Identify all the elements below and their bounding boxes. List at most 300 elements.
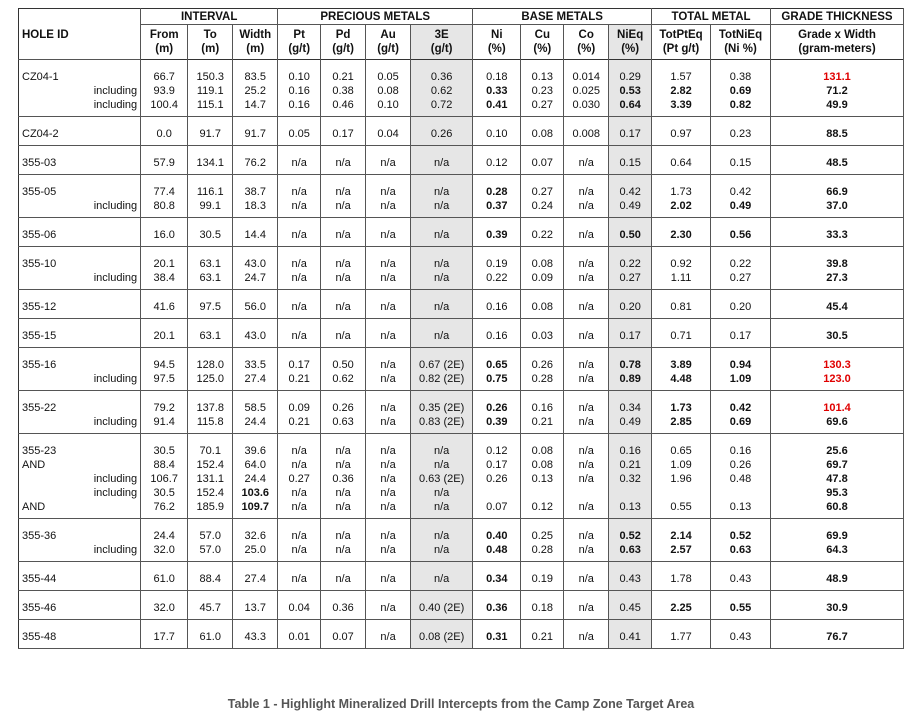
e3-cell: 0.36 — [411, 70, 473, 84]
group-spacer — [19, 290, 904, 301]
pd-cell: 0.38 — [321, 84, 366, 98]
from-cell: 17.7 — [141, 630, 188, 644]
nieq-cell: 0.16 — [609, 444, 652, 458]
table-row — [19, 358, 904, 372]
e3-cell: 0.40 (2E) — [411, 601, 473, 615]
hole-id-cell — [19, 84, 83, 98]
header-precious-metals: PRECIOUS METALS — [278, 9, 473, 25]
including-cell: including — [83, 199, 141, 213]
hole-id-cell — [19, 271, 83, 285]
ni-cell: 0.17 — [473, 458, 521, 472]
gt-cell: 37.0 — [771, 199, 904, 213]
pd-cell: 0.21 — [321, 70, 366, 84]
co-cell: 0.008 — [564, 127, 609, 141]
gt-cell: 27.3 — [771, 271, 904, 285]
cu-cell: 0.23 — [521, 84, 564, 98]
gt-cell: 30.9 — [771, 601, 904, 615]
pt-cell: n/a — [278, 271, 321, 285]
including-cell — [83, 572, 141, 586]
totpt-cell: 0.65 — [652, 444, 711, 458]
pt-cell: 0.21 — [278, 372, 321, 386]
totpt-cell: 0.97 — [652, 127, 711, 141]
table-row — [19, 228, 904, 242]
width-cell: 76.2 — [233, 156, 278, 170]
from-cell: 76.2 — [141, 500, 188, 514]
totpt-cell: 1.73 — [652, 401, 711, 415]
from-cell: 93.9 — [141, 84, 188, 98]
including-cell: including — [83, 486, 141, 500]
e3-cell: n/a — [411, 271, 473, 285]
pt-cell: n/a — [278, 529, 321, 543]
totni-cell: 0.13 — [711, 500, 771, 514]
group-spacer — [19, 319, 904, 330]
table-row — [19, 500, 904, 514]
ni-cell: 0.18 — [473, 70, 521, 84]
header-cu: Cu (%) — [521, 25, 564, 60]
width-cell: 33.5 — [233, 358, 278, 372]
e3-cell: 0.26 — [411, 127, 473, 141]
width-cell: 24.4 — [233, 415, 278, 429]
including-cell — [83, 630, 141, 644]
totpt-cell: 2.02 — [652, 199, 711, 213]
hole-id-cell: 355-46 — [22, 602, 57, 614]
ni-cell: 0.31 — [473, 630, 521, 644]
including-cell — [83, 228, 141, 242]
ni-cell: 0.07 — [473, 500, 521, 514]
pt-cell: 0.17 — [278, 358, 321, 372]
width-cell: 24.4 — [233, 472, 278, 486]
from-cell: 0.0 — [141, 127, 188, 141]
co-cell: n/a — [564, 228, 609, 242]
pd-cell: 0.62 — [321, 372, 366, 386]
including-cell — [83, 185, 141, 199]
from-cell: 20.1 — [141, 329, 188, 343]
width-cell: 39.6 — [233, 444, 278, 458]
including-cell: including — [83, 472, 141, 486]
including-cell — [83, 156, 141, 170]
including-cell: including — [83, 271, 141, 285]
hole-id-cell — [19, 372, 83, 386]
width-cell: 13.7 — [233, 601, 278, 615]
e3-cell: n/a — [411, 529, 473, 543]
e3-cell: 0.82 (2E) — [411, 372, 473, 386]
hole-id-cell: 355-36 — [22, 530, 57, 542]
au-cell: 0.10 — [366, 98, 411, 112]
hole-id-cell: AND — [22, 459, 46, 471]
co-cell: n/a — [564, 401, 609, 415]
pd-cell: n/a — [321, 300, 366, 314]
from-cell: 94.5 — [141, 358, 188, 372]
co-cell: 0.014 — [564, 70, 609, 84]
gt-cell: 71.2 — [771, 84, 904, 98]
gt-cell: 131.1 — [771, 70, 904, 84]
totni-cell: 0.43 — [711, 630, 771, 644]
totni-cell: 0.26 — [711, 458, 771, 472]
ni-cell: 0.16 — [473, 300, 521, 314]
cu-cell: 0.27 — [521, 98, 564, 112]
cu-cell: 0.16 — [521, 401, 564, 415]
from-cell: 77.4 — [141, 185, 188, 199]
including-cell — [83, 529, 141, 543]
hole-id-cell: 355-10 — [22, 258, 57, 270]
co-cell: n/a — [564, 329, 609, 343]
width-cell: 58.5 — [233, 401, 278, 415]
gt-cell: 69.9 — [771, 529, 904, 543]
totni-cell: 0.27 — [711, 271, 771, 285]
co-cell: 0.030 — [564, 98, 609, 112]
including-cell — [83, 358, 141, 372]
gt-cell: 60.8 — [771, 500, 904, 514]
width-cell: 83.5 — [233, 70, 278, 84]
width-cell: 43.0 — [233, 329, 278, 343]
from-cell: 30.5 — [141, 486, 188, 500]
totni-cell: 0.17 — [711, 329, 771, 343]
cu-cell: 0.28 — [521, 543, 564, 557]
au-cell: n/a — [366, 300, 411, 314]
co-cell: n/a — [564, 472, 609, 486]
pt-cell: n/a — [278, 156, 321, 170]
table-row — [19, 401, 904, 415]
pd-cell: n/a — [321, 500, 366, 514]
ni-cell: 0.36 — [473, 601, 521, 615]
header-to: To (m) — [188, 25, 233, 60]
totni-cell: 0.82 — [711, 98, 771, 112]
including-cell — [83, 444, 141, 458]
group-spacer — [19, 247, 904, 258]
table-row — [19, 372, 904, 386]
gt-cell: 69.7 — [771, 458, 904, 472]
width-cell: 14.7 — [233, 98, 278, 112]
pd-cell: n/a — [321, 444, 366, 458]
nieq-cell: 0.43 — [609, 572, 652, 586]
au-cell: n/a — [366, 228, 411, 242]
pt-cell: n/a — [278, 228, 321, 242]
nieq-cell: 0.29 — [609, 70, 652, 84]
totni-cell: 0.23 — [711, 127, 771, 141]
to-cell: 115.1 — [188, 98, 233, 112]
co-cell: n/a — [564, 458, 609, 472]
width-cell: 18.3 — [233, 199, 278, 213]
to-cell: 152.4 — [188, 458, 233, 472]
table-row — [19, 185, 904, 199]
including-cell — [83, 300, 141, 314]
nieq-cell: 0.45 — [609, 601, 652, 615]
totni-cell: 0.16 — [711, 444, 771, 458]
header-grade-thickness: GRADE THICKNESS — [771, 9, 904, 25]
to-cell: 97.5 — [188, 300, 233, 314]
totni-cell: 1.09 — [711, 372, 771, 386]
totni-cell: 0.43 — [711, 572, 771, 586]
table-row — [19, 156, 904, 170]
au-cell: 0.04 — [366, 127, 411, 141]
to-cell: 99.1 — [188, 199, 233, 213]
group-spacer — [19, 391, 904, 402]
to-cell: 134.1 — [188, 156, 233, 170]
totpt-cell: 2.82 — [652, 84, 711, 98]
including-cell — [83, 401, 141, 415]
pd-cell: n/a — [321, 257, 366, 271]
to-cell: 115.8 — [188, 415, 233, 429]
gt-cell: 39.8 — [771, 257, 904, 271]
ni-cell: 0.22 — [473, 271, 521, 285]
pt-cell: 0.09 — [278, 401, 321, 415]
totpt-cell: 2.14 — [652, 529, 711, 543]
hole-id-cell: 355-23 — [22, 445, 57, 457]
gt-cell: 95.3 — [771, 486, 904, 500]
co-cell: n/a — [564, 257, 609, 271]
header-totpteq: TotPtEq (Pt g/t) — [652, 25, 711, 60]
table-caption: Table 1 - Highlight Mineralized Drill Intercepts from the Camp Zone Target Area — [227, 697, 695, 711]
pt-cell: 0.21 — [278, 415, 321, 429]
nieq-cell: 0.42 — [609, 185, 652, 199]
e3-cell: n/a — [411, 543, 473, 557]
header-interval: INTERVAL — [141, 9, 278, 25]
co-cell: n/a — [564, 156, 609, 170]
nieq-cell: 0.49 — [609, 199, 652, 213]
pt-cell: 0.04 — [278, 601, 321, 615]
pd-cell: 0.50 — [321, 358, 366, 372]
au-cell: n/a — [366, 185, 411, 199]
cu-cell: 0.13 — [521, 472, 564, 486]
nieq-cell: 0.34 — [609, 401, 652, 415]
pt-cell: n/a — [278, 300, 321, 314]
including-cell — [83, 458, 141, 472]
totni-cell: 0.56 — [711, 228, 771, 242]
nieq-cell: 0.64 — [609, 98, 652, 112]
co-cell: n/a — [564, 199, 609, 213]
au-cell: n/a — [366, 358, 411, 372]
to-cell: 61.0 — [188, 630, 233, 644]
to-cell: 185.9 — [188, 500, 233, 514]
table-row — [19, 572, 904, 586]
including-cell: including — [83, 543, 141, 557]
totni-cell: 0.42 — [711, 401, 771, 415]
hole-id-cell — [19, 543, 83, 557]
pd-cell: n/a — [321, 486, 366, 500]
width-cell: 43.3 — [233, 630, 278, 644]
to-cell: 137.8 — [188, 401, 233, 415]
hole-id-cell: 355-06 — [22, 229, 57, 241]
pd-cell: n/a — [321, 156, 366, 170]
totni-cell: 0.69 — [711, 84, 771, 98]
including-cell — [83, 70, 141, 84]
table-row — [19, 329, 904, 343]
to-cell: 63.1 — [188, 271, 233, 285]
totpt-cell: 2.85 — [652, 415, 711, 429]
totpt-cell: 0.64 — [652, 156, 711, 170]
group-spacer — [19, 146, 904, 157]
totpt-cell: 1.09 — [652, 458, 711, 472]
group-spacer — [19, 117, 904, 128]
pd-cell: n/a — [321, 543, 366, 557]
au-cell: n/a — [366, 329, 411, 343]
totpt-cell: 2.30 — [652, 228, 711, 242]
hole-id-cell — [19, 415, 83, 429]
e3-cell: n/a — [411, 500, 473, 514]
table-row — [19, 529, 904, 543]
co-cell: n/a — [564, 572, 609, 586]
header-pd: Pd (g/t) — [321, 25, 366, 60]
hole-id-cell: 355-05 — [22, 186, 57, 198]
width-cell: 103.6 — [233, 486, 278, 500]
to-cell: 88.4 — [188, 572, 233, 586]
au-cell: n/a — [366, 472, 411, 486]
totpt-cell — [652, 486, 711, 500]
to-cell: 131.1 — [188, 472, 233, 486]
au-cell: 0.05 — [366, 70, 411, 84]
to-cell: 63.1 — [188, 257, 233, 271]
width-cell: 27.4 — [233, 572, 278, 586]
gt-cell: 45.4 — [771, 300, 904, 314]
table-row — [19, 601, 904, 615]
totpt-cell: 3.39 — [652, 98, 711, 112]
hole-id-cell: 355-03 — [22, 157, 57, 169]
totni-cell — [711, 486, 771, 500]
au-cell: n/a — [366, 543, 411, 557]
totni-cell: 0.63 — [711, 543, 771, 557]
including-cell: including — [83, 84, 141, 98]
pt-cell: 0.10 — [278, 70, 321, 84]
cu-cell: 0.21 — [521, 630, 564, 644]
hole-id-cell: 355-22 — [22, 402, 57, 414]
table-row — [19, 70, 904, 84]
pd-cell: n/a — [321, 185, 366, 199]
pd-cell: n/a — [321, 572, 366, 586]
cu-cell: 0.09 — [521, 271, 564, 285]
width-cell: 25.0 — [233, 543, 278, 557]
gt-cell: 76.7 — [771, 630, 904, 644]
e3-cell: n/a — [411, 185, 473, 199]
co-cell: n/a — [564, 500, 609, 514]
totni-cell: 0.22 — [711, 257, 771, 271]
hole-id-cell: 355-48 — [22, 631, 57, 643]
group-spacer — [19, 348, 904, 359]
including-cell — [83, 500, 141, 514]
pt-cell: n/a — [278, 486, 321, 500]
width-cell: 91.7 — [233, 127, 278, 141]
group-spacer — [19, 562, 904, 573]
pd-cell: n/a — [321, 199, 366, 213]
au-cell: n/a — [366, 601, 411, 615]
totni-cell: 0.20 — [711, 300, 771, 314]
totpt-cell: 2.57 — [652, 543, 711, 557]
e3-cell: n/a — [411, 199, 473, 213]
au-cell: n/a — [366, 572, 411, 586]
cu-cell: 0.08 — [521, 300, 564, 314]
cu-cell: 0.03 — [521, 329, 564, 343]
gt-cell: 64.3 — [771, 543, 904, 557]
to-cell: 116.1 — [188, 185, 233, 199]
table-row — [19, 127, 904, 141]
including-cell: including — [83, 98, 141, 112]
nieq-cell: 0.17 — [609, 127, 652, 141]
totpt-cell: 1.77 — [652, 630, 711, 644]
pd-cell: n/a — [321, 271, 366, 285]
hole-id-cell: 355-12 — [22, 301, 57, 313]
ni-cell: 0.75 — [473, 372, 521, 386]
group-spacer — [19, 434, 904, 445]
nieq-cell: 0.20 — [609, 300, 652, 314]
to-cell: 57.0 — [188, 529, 233, 543]
cu-cell: 0.07 — [521, 156, 564, 170]
cu-cell: 0.24 — [521, 199, 564, 213]
hole-id-cell — [19, 98, 83, 112]
from-cell: 41.6 — [141, 300, 188, 314]
header-total-metal: TOTAL METAL — [652, 9, 771, 25]
gt-cell: 130.3 — [771, 358, 904, 372]
width-cell: 27.4 — [233, 372, 278, 386]
header-au: Au (g/t) — [366, 25, 411, 60]
ni-cell: 0.12 — [473, 156, 521, 170]
including-cell — [83, 329, 141, 343]
pt-cell: 0.16 — [278, 98, 321, 112]
e3-cell: n/a — [411, 486, 473, 500]
au-cell: n/a — [366, 486, 411, 500]
e3-cell: n/a — [411, 156, 473, 170]
pt-cell: n/a — [278, 572, 321, 586]
ni-cell: 0.26 — [473, 472, 521, 486]
gt-cell: 47.8 — [771, 472, 904, 486]
pd-cell: 0.17 — [321, 127, 366, 141]
from-cell: 24.4 — [141, 529, 188, 543]
to-cell: 30.5 — [188, 228, 233, 242]
width-cell: 56.0 — [233, 300, 278, 314]
from-cell: 79.2 — [141, 401, 188, 415]
gt-cell: 33.3 — [771, 228, 904, 242]
co-cell: n/a — [564, 444, 609, 458]
from-cell: 38.4 — [141, 271, 188, 285]
gt-cell: 30.5 — [771, 329, 904, 343]
including-cell — [83, 257, 141, 271]
co-cell: n/a — [564, 529, 609, 543]
au-cell: n/a — [366, 458, 411, 472]
e3-cell: n/a — [411, 228, 473, 242]
totpt-cell: 4.48 — [652, 372, 711, 386]
nieq-cell: 0.21 — [609, 458, 652, 472]
width-cell: 64.0 — [233, 458, 278, 472]
from-cell: 97.5 — [141, 372, 188, 386]
table-row — [19, 98, 904, 112]
table-row — [19, 199, 904, 213]
from-cell: 80.8 — [141, 199, 188, 213]
cu-cell: 0.08 — [521, 257, 564, 271]
au-cell: n/a — [366, 257, 411, 271]
ni-cell: 0.28 — [473, 185, 521, 199]
pd-cell: 0.07 — [321, 630, 366, 644]
width-cell: 38.7 — [233, 185, 278, 199]
table-row — [19, 271, 904, 285]
gt-cell: 69.6 — [771, 415, 904, 429]
pd-cell: n/a — [321, 329, 366, 343]
from-cell: 61.0 — [141, 572, 188, 586]
co-cell: n/a — [564, 358, 609, 372]
hole-id-cell — [19, 472, 83, 486]
pt-cell: n/a — [278, 185, 321, 199]
header-base-metals: BASE METALS — [473, 9, 652, 25]
to-cell: 128.0 — [188, 358, 233, 372]
width-cell: 25.2 — [233, 84, 278, 98]
e3-cell: n/a — [411, 444, 473, 458]
hole-id-cell: 355-15 — [22, 330, 57, 342]
cu-cell: 0.28 — [521, 372, 564, 386]
pt-cell: 0.27 — [278, 472, 321, 486]
au-cell: n/a — [366, 529, 411, 543]
header-width: Width (m) — [233, 25, 278, 60]
gt-cell: 123.0 — [771, 372, 904, 386]
table-row — [19, 415, 904, 429]
co-cell: n/a — [564, 185, 609, 199]
cu-cell: 0.12 — [521, 500, 564, 514]
